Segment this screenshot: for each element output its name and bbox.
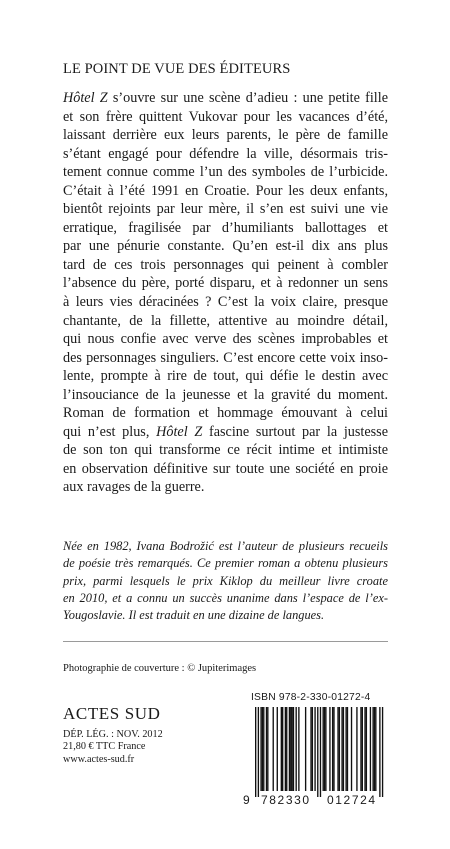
- barcode-bar: [263, 707, 264, 791]
- barcode: [243, 707, 391, 807]
- barcode-bar: [262, 707, 263, 791]
- barcode-bar: [267, 707, 268, 791]
- barcode-bar: [305, 707, 306, 791]
- blurb-line: chantante, de la fillette, attentive au moindre détail,: [63, 312, 388, 329]
- blurb-line: C’était à l’été 1991 en Croatie. Pour les deux enfants,: [63, 182, 388, 199]
- barcode-bar: [258, 707, 259, 797]
- barcode-graphic: [243, 707, 391, 797]
- book-title: Hôtel Z: [63, 90, 108, 106]
- barcode-bar: [286, 707, 287, 791]
- barcode-bar: [370, 707, 371, 791]
- bio-line: en 2010, et a connu un succès unanime dans l’espace de l’ex-: [63, 590, 388, 605]
- barcode-bar: [281, 707, 282, 791]
- price: 21,80 € TTC France: [63, 741, 146, 753]
- bio-line: prix, parmi lesquels le prix Kiklop du meilleur livre croate: [63, 573, 388, 588]
- bio-line: Yougoslavie. Il est traduit en une dizaine de langues.: [63, 608, 325, 623]
- barcode-bar: [273, 707, 274, 791]
- website: www.actes-sud.fr: [63, 753, 135, 765]
- barcode-bar: [324, 707, 325, 791]
- barcode-bar: [339, 707, 340, 791]
- barcode-bar: [372, 707, 373, 791]
- blurb-line: bientôt rejoints par leur mère, il s’en est suivi une vie: [63, 201, 388, 218]
- author-bio: [63, 538, 388, 624]
- bio-line: Née en 1982, Ivana Bodrožić est l’auteur de plusieurs recueils: [63, 539, 388, 553]
- barcode-bar: [255, 707, 256, 797]
- barcode-bar: [362, 707, 363, 791]
- barcode-bar: [345, 707, 346, 791]
- publisher-name: ACTES SUD: [63, 704, 161, 723]
- barcode-bar: [325, 707, 326, 791]
- barcode-digit-group: 782330: [261, 793, 311, 807]
- barcode-bar: [320, 707, 321, 797]
- blurb-line: en observation définitive sur toute une société en proie: [63, 460, 388, 477]
- barcode-bar: [333, 707, 334, 791]
- barcode-bar: [285, 707, 286, 791]
- blurb-line: l’absence du père, porté disparu, et à redonner un sens: [63, 275, 388, 292]
- barcode-bar: [356, 707, 357, 791]
- publisher-blurb: [63, 89, 388, 497]
- barcode-bar: [312, 707, 313, 791]
- barcode-bar: [260, 707, 261, 791]
- barcode-bar: [360, 707, 361, 791]
- blurb-line: s’étant engagé pour défendre la ville, désormais tris-: [63, 145, 388, 162]
- barcode-bar: [310, 707, 311, 791]
- legal-deposit: DÉP. LÉG. : NOV. 2012: [63, 729, 163, 740]
- barcode-bar: [298, 707, 299, 791]
- blurb-line: l’insouciance de la jeunesse et la gravité du moment.: [63, 386, 388, 403]
- blurb-line: erratique, fragilisée par d’humiliants ballottages et: [63, 219, 388, 236]
- barcode-bar: [337, 707, 338, 791]
- barcode-bar: [364, 707, 365, 791]
- blurb-line: de son ton qui transforme ce récit intime et intimiste: [63, 442, 388, 459]
- barcode-bar: [382, 707, 383, 797]
- barcode-bar: [343, 707, 344, 791]
- barcode-bar: [351, 707, 352, 791]
- barcode-bar: [375, 707, 376, 791]
- book-title: Hôtel Z: [156, 423, 203, 440]
- blurb-line: des personnages singuliers. C’est encore cette voix inso-: [63, 349, 388, 366]
- barcode-bar: [374, 707, 375, 791]
- photo-credit: Photographie de couverture : © Jupiterimages: [63, 663, 257, 674]
- barcode-bar: [282, 707, 283, 791]
- section-heading: LE POINT DE VUE DES ÉDITEURS: [63, 61, 291, 77]
- barcode-bar: [290, 707, 291, 791]
- barcode-bar: [317, 707, 318, 797]
- barcode-bar: [332, 707, 333, 791]
- barcode-bar: [323, 707, 324, 791]
- blurb-line: aux ravages de la guerre.: [63, 479, 205, 496]
- barcode-bar: [341, 707, 342, 791]
- barcode-bar: [289, 707, 290, 791]
- blurb-line: Hôtel Z s’ouvre sur une scène d’adieu : une petite fille: [63, 90, 388, 106]
- blurb-line: par une pénurie constante. Qu’en est-il dix ans plus: [63, 238, 388, 255]
- barcode-digit-first: 9: [243, 793, 250, 807]
- barcode-bar: [329, 707, 330, 791]
- blurb-line: qui n’est plus, Hôtel Z fascine surtout par la justesse: [63, 423, 389, 440]
- barcode-bar: [314, 707, 315, 791]
- barcode-bar: [366, 707, 367, 791]
- barcode-bar: [379, 707, 380, 797]
- blurb-line: et son frère quittent Vukovar pour les vacances d’été,: [63, 108, 388, 125]
- divider: [63, 641, 388, 642]
- publication-info: [63, 729, 163, 766]
- bio-line: de poésie très remarqués. Ce premier roman a obtenu plusieurs: [63, 556, 388, 571]
- barcode-bar: [291, 707, 292, 791]
- barcode-digit-group: 012724: [327, 793, 377, 807]
- blurb-line: tement connue comme l’un des symboles de l’urbicide.: [63, 164, 388, 181]
- barcode-bar: [277, 707, 278, 791]
- barcode-bar: [296, 707, 297, 791]
- blurb-line: Roman de formation et hommage émouvant à celui: [63, 405, 388, 422]
- barcode-bar: [293, 707, 294, 791]
- isbn-label: ISBN 978-2-330-01272-4: [251, 692, 371, 703]
- barcode-bar: [347, 707, 348, 791]
- blurb-line: à leurs vies déracinées ? C’est la voix claire, presque: [63, 294, 388, 311]
- barcode-bar: [266, 707, 267, 791]
- blurb-line: qui nous confie avec verve des scènes improbables et: [63, 331, 388, 348]
- blurb-line: lente, prompte à rire de tout, qui défie le destin avec: [63, 368, 388, 385]
- blurb-line: tard de ces trois personnages qui peinent à combler: [63, 256, 388, 273]
- blurb-line: laissant derrière eux leurs parents, le père de famille: [63, 127, 388, 144]
